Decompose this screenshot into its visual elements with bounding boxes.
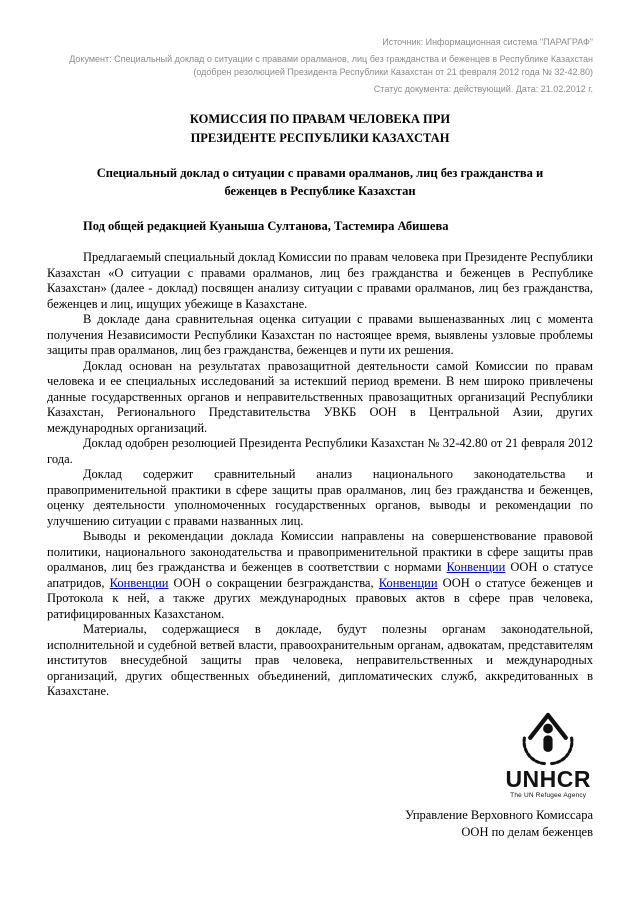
page-title-line1: КОМИССИЯ ПО ПРАВАМ ЧЕЛОВЕКА ПРИ bbox=[189, 112, 451, 126]
footer-org-line1: Управление Верховного Комиссара bbox=[405, 807, 593, 822]
meta-status: Статус документа: действующий. Дата: 21.02.2012 г. bbox=[373, 83, 593, 94]
paragraph-6-text: ООН о статусе апатридов, bbox=[47, 560, 593, 590]
paragraph-6-text: ООН о статусе беженцев и Протокола к ней, а также других международных правовых актов в сфере прав человека, ратифицированных Казахстаном. bbox=[47, 575, 593, 621]
paragraph-6-text: Выводы и рекомендации доклада Комиссии направлены на совершенствование правовой политики, национального законодательства и правоприменительной практики в сфере защиты прав оралманов, лиц без гражданства и беженцев в соответствии с нормами bbox=[47, 529, 593, 574]
convention-refugees-link[interactable]: Конвенции bbox=[378, 575, 438, 590]
paragraph-5: Доклад содержит сравнительный анализ национального законодательства и правоприменительной практики в сфере защиты прав оралманов, лиц без гражданства и беженцев, оценку деятельности уполномоченных государственных органов, выводы и рекомендации по улучшению ситуации с правами названных лиц. bbox=[47, 467, 593, 528]
paragraph-3: Доклад основан на результатах правозащитной деятельности самой Комиссии по правам человека и ее специальных исследований за истекший период времени. В нем широко привлечены данные государственных органов и неправительственных правозащитных организаций Республики Казахстан, Регионального Представительства УВКБ ООН в Центральной Азии, других международных организаций. bbox=[47, 358, 593, 435]
footer-org-line2: ООН по делам беженцев bbox=[461, 825, 593, 839]
paragraph-1: Предлагаемый специальный доклад Комиссии по правам человека при Президенте Республики Казахстан «О ситуации с правами оралманов, лиц без гражданства и беженцев в Республике Казахстан» (далее - доклад) посвящен анализу ситуации с правами оралманов, лиц без гражданства, беженцев и лиц, ищущих убежище в Казахстане. bbox=[47, 250, 593, 311]
footer-organization bbox=[405, 807, 593, 842]
convention-statelessness-link[interactable]: Конвенции bbox=[109, 575, 169, 590]
paragraph-4: Доклад одобрен резолюцией Президента Республики Казахстан № 32-42.80 от 21 февраля 2012 года. bbox=[47, 436, 593, 466]
page-title bbox=[47, 110, 593, 148]
paragraph-6 bbox=[47, 529, 593, 622]
unhcr-logo-tagline: The UN Refugee Agency bbox=[510, 791, 587, 799]
footer bbox=[47, 712, 593, 842]
document-meta bbox=[47, 36, 593, 96]
unhcr-logo bbox=[505, 712, 591, 799]
page-title-line2: ПРЕЗИДЕНТЕ РЕСПУБЛИКИ КАЗАХСТАН bbox=[190, 130, 450, 145]
convention-apatrides-link[interactable]: Конвенции bbox=[446, 560, 506, 574]
unhcr-logo-text: UNHCR bbox=[505, 765, 591, 792]
unhcr-emblem-icon bbox=[517, 712, 579, 766]
paragraph-6-text: ООН о сокращении безгражданства, bbox=[168, 575, 379, 590]
paragraph-7: Материалы, содержащиеся в докладе, будут полезны органам законодательной, исполнительной и судебной ветвей власти, правоохранительным органам, адвокатам, представителям институтов внесудебной защиты прав человека, неправительственных и международных организаций, других общественных объединений, дипломатических служб, аккредитованных в Казахстане. bbox=[47, 622, 593, 698]
paragraph-2: В докладе дана сравнительная оценка ситуации с правами вышеназванных лиц с момента получения Независимости Республики Казахстан по настоящее время, выявлены узловые проблемы защиты прав оралманов, лиц без гражданства, беженцев и пути их решения. bbox=[47, 312, 593, 357]
document-subtitle: Специальный доклад о ситуации с правами оралманов, лиц без гражданства и беженцев в Республике Казахстан bbox=[96, 165, 544, 199]
document-body bbox=[47, 250, 593, 700]
editors-line: Под общей редакцией Куаныша Султанова, Тастемира Абишева bbox=[83, 219, 449, 233]
meta-source: Источник: Информационная система "ПАРАГРАФ" bbox=[382, 37, 593, 47]
meta-document-description: Документ: Специальный доклад о ситуации с правами оралманов, лиц без гражданства и беженцев в Республике Казахстан (одобрен резолюцией Президента Республики Казахстан от 21 февраля 2012 года № 32-42.80) bbox=[69, 53, 593, 77]
